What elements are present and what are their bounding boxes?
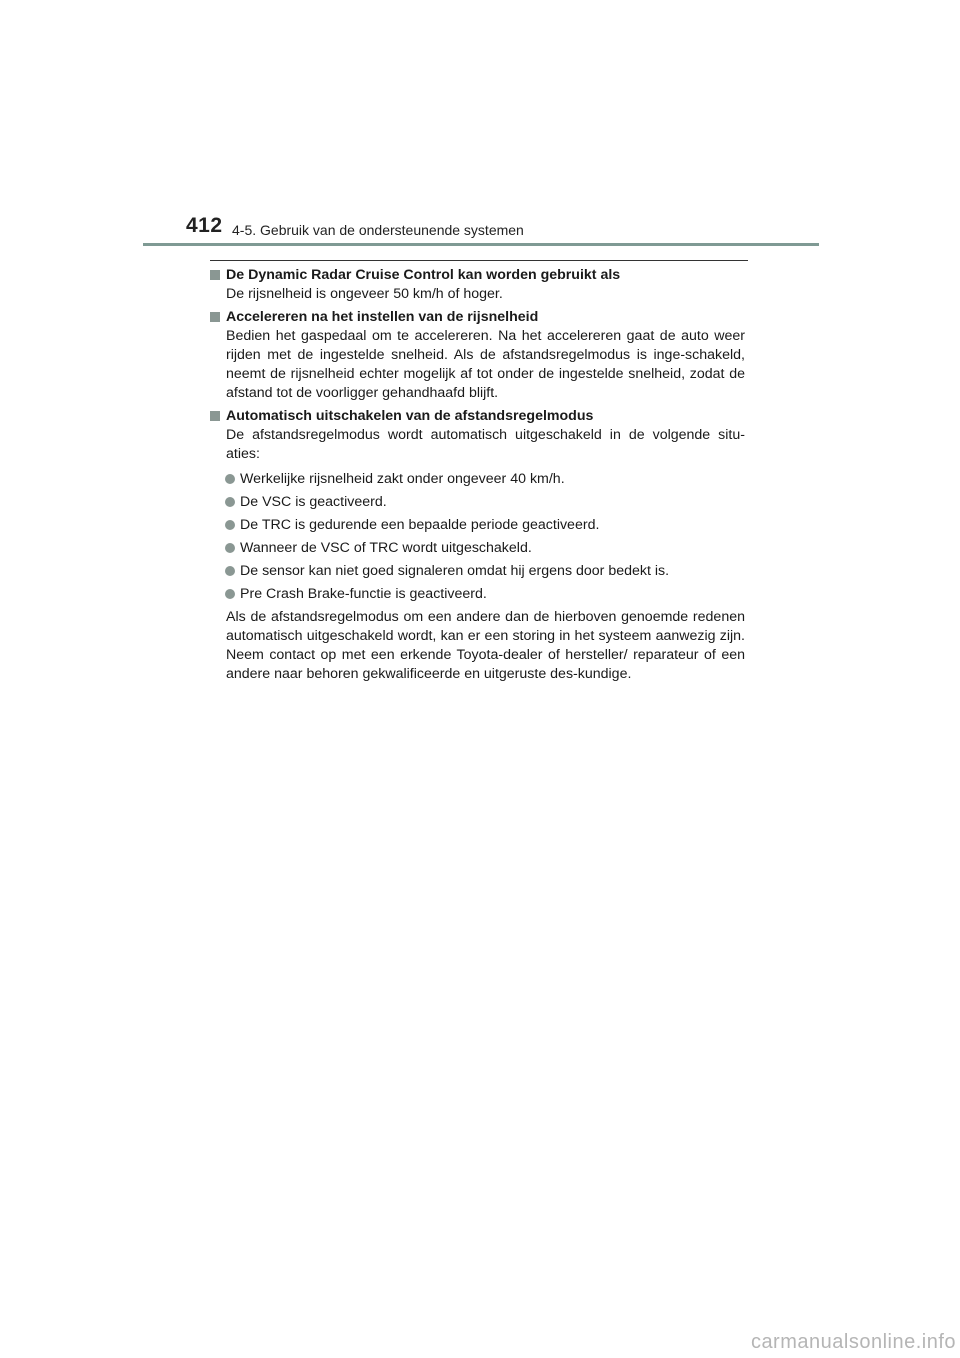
circle-bullet-icon <box>225 497 235 507</box>
section-rule <box>210 260 748 261</box>
closing-paragraph: Als de afstandsregelmodus om een andere dan de hierboven genoemde redenen automatisch uitgeschakeld wordt, kan er een storing in het systeem aanwezig zijn. Neem contact op met een erkende Toyota-dealer of hersteller/ reparateur of een andere naar behoren gekwalificeerde en uitgeruste des-kundige. <box>226 609 745 682</box>
square-bullet-icon <box>210 270 220 280</box>
list-item: De VSC is geactiveerd. <box>210 493 745 512</box>
list-item: Werkelijke rijsnelheid zakt onder ongeveer 40 km/h. <box>210 470 745 489</box>
section-body: De rijsnelheid is ongeveer 50 km/h of hoger. <box>226 286 503 302</box>
section-heading: Automatisch uitschakelen van de afstandsregelmodus <box>226 408 594 424</box>
square-bullet-icon <box>210 411 220 421</box>
page-content <box>210 266 745 688</box>
list-item: Pre Crash Brake-functie is geactiveerd. <box>210 585 745 604</box>
section-usable-conditions <box>210 266 745 304</box>
list-item: De TRC is gedurende een bepaalde periode geactiveerd. <box>210 516 745 535</box>
section-auto-cancel <box>210 407 745 684</box>
section-body: De afstandsregelmodus wordt automatisch uitgeschakeld in de volgende situ-aties: <box>226 427 745 462</box>
section-heading: De Dynamic Radar Cruise Control kan worden gebruikt als <box>226 267 621 283</box>
list-item: De sensor kan niet goed signaleren omdat hij ergens door bedekt is. <box>210 562 745 581</box>
watermark-link[interactable]: carmanualsonline.info <box>750 1331 956 1353</box>
chapter-title: 4-5. Gebruik van de ondersteunende systemen <box>232 222 524 238</box>
section-heading: Accelereren na het instellen van de rijsnelheid <box>226 309 539 325</box>
circle-bullet-icon <box>225 543 235 553</box>
condition-list <box>210 470 745 604</box>
circle-bullet-icon <box>225 474 235 484</box>
page-number: 412 <box>186 214 223 237</box>
section-accelerating <box>210 308 745 403</box>
circle-bullet-icon <box>225 589 235 599</box>
circle-bullet-icon <box>225 520 235 530</box>
square-bullet-icon <box>210 312 220 322</box>
section-body: Bedien het gaspedaal om te accelereren. Na het accelereren gaat de auto weer rijden met de ingestelde snelheid. Als de afstandsregelmodus is inge-schakeld, neemt de rijsnelheid echter mogelijk af tot onder de ingestelde snelheid, zodat de afstand tot de voorligger gehandhaafd blijft. <box>226 328 745 401</box>
header-rule <box>143 243 819 246</box>
circle-bullet-icon <box>225 566 235 576</box>
list-item: Wanneer de VSC of TRC wordt uitgeschakeld. <box>210 539 745 558</box>
